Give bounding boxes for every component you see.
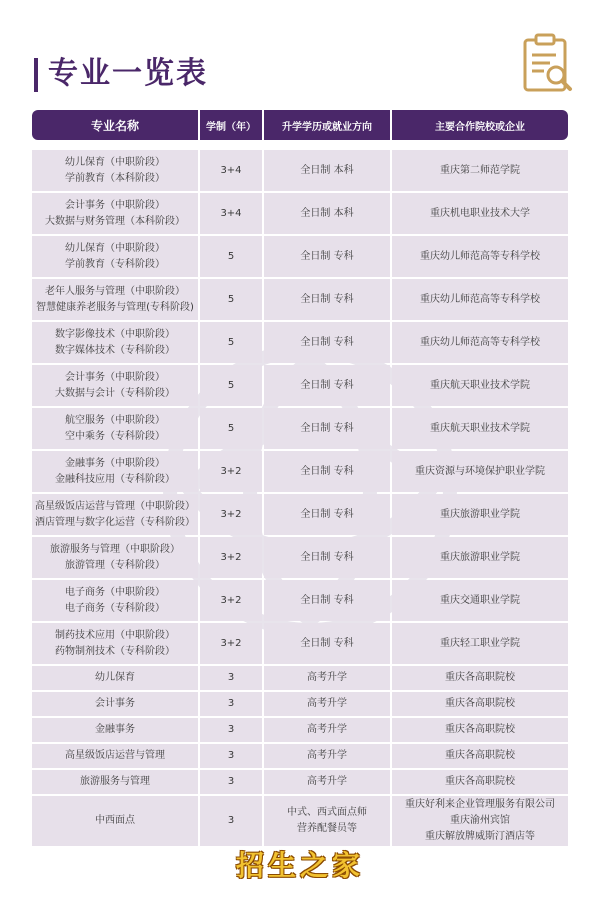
table-row — [32, 770, 568, 794]
partner-cell: 重庆好利来企业管理服务有限公司 重庆渝州宾馆 重庆解放牌威斯汀酒店等 — [392, 796, 568, 846]
years-cell: 3 — [200, 744, 262, 768]
partner-cell: 重庆轻工职业学院 — [392, 623, 568, 664]
title-accent-bar — [34, 58, 38, 92]
major-cell: 幼儿保育 — [32, 666, 198, 690]
direction-cell: 全日制 专科 — [264, 623, 390, 664]
partner-cell: 重庆各高职院校 — [392, 718, 568, 742]
partner-cell: 重庆各高职院校 — [392, 666, 568, 690]
partner-cell: 重庆资源与环境保护职业学院 — [392, 451, 568, 492]
major-cell: 会计事务（中职阶段） 大数据与会计（专科阶段） — [32, 365, 198, 406]
table-row — [32, 193, 568, 234]
years-cell: 5 — [200, 279, 262, 320]
clipboard-search-icon — [522, 33, 574, 93]
table-row — [32, 718, 568, 742]
direction-cell: 全日制 专科 — [264, 236, 390, 277]
major-cell: 金融事务（中职阶段） 金融科技应用（专科阶段） — [32, 451, 198, 492]
header-direction: 升学学历或就业方向 — [264, 110, 390, 140]
years-cell: 3 — [200, 692, 262, 716]
years-cell: 3+2 — [200, 494, 262, 535]
partner-cell: 重庆航天职业技术学院 — [392, 365, 568, 406]
years-cell: 3+2 — [200, 580, 262, 621]
major-cell: 会计事务 — [32, 692, 198, 716]
direction-cell: 全日制 专科 — [264, 322, 390, 363]
major-cell: 中西面点 — [32, 796, 198, 846]
partner-cell: 重庆各高职院校 — [392, 692, 568, 716]
partner-cell: 重庆机电职业技术大学 — [392, 193, 568, 234]
major-cell: 金融事务 — [32, 718, 198, 742]
table-row — [32, 692, 568, 716]
major-cell: 旅游服务与管理 — [32, 770, 198, 794]
table-row — [32, 408, 568, 449]
direction-cell: 高考升学 — [264, 666, 390, 690]
partner-cell: 重庆幼儿师范高等专科学校 — [392, 236, 568, 277]
partner-cell: 重庆各高职院校 — [392, 744, 568, 768]
table-header — [32, 110, 568, 140]
table-row — [32, 744, 568, 768]
direction-cell: 高考升学 — [264, 718, 390, 742]
direction-cell: 全日制 专科 — [264, 365, 390, 406]
years-cell: 3 — [200, 718, 262, 742]
years-cell: 5 — [200, 236, 262, 277]
major-cell: 老年人服务与管理（中职阶段） 智慧健康养老服务与管理(专科阶段) — [32, 279, 198, 320]
direction-cell: 全日制 专科 — [264, 408, 390, 449]
major-cell: 数字影像技术（中职阶段） 数字媒体技术（专科阶段） — [32, 322, 198, 363]
years-cell: 3 — [200, 666, 262, 690]
direction-cell: 全日制 专科 — [264, 451, 390, 492]
table-row — [32, 537, 568, 578]
years-cell: 3+2 — [200, 623, 262, 664]
table-row — [32, 580, 568, 621]
years-cell: 3 — [200, 796, 262, 846]
table-row — [32, 322, 568, 363]
major-cell: 高星级饭店运营与管理（中职阶段） 酒店管理与数字化运营（专科阶段） — [32, 494, 198, 535]
direction-cell: 高考升学 — [264, 744, 390, 768]
years-cell: 3+2 — [200, 451, 262, 492]
header-years: 学制（年） — [200, 110, 262, 140]
years-cell: 3+2 — [200, 537, 262, 578]
major-cell: 会计事务（中职阶段） 大数据与财务管理（本科阶段） — [32, 193, 198, 234]
major-cell: 航空服务（中职阶段） 空中乘务（专科阶段） — [32, 408, 198, 449]
table-row — [32, 150, 568, 191]
direction-cell: 全日制 专科 — [264, 494, 390, 535]
direction-cell: 高考升学 — [264, 770, 390, 794]
direction-cell: 全日制 专科 — [264, 580, 390, 621]
partner-cell: 重庆第二师范学院 — [392, 150, 568, 191]
years-cell: 5 — [200, 365, 262, 406]
partner-cell: 重庆航天职业技术学院 — [392, 408, 568, 449]
major-cell: 幼儿保育（中职阶段） 学前教育（本科阶段） — [32, 150, 198, 191]
major-cell: 制药技术应用（中职阶段） 药物制剂技术（专科阶段） — [32, 623, 198, 664]
direction-cell: 全日制 专科 — [264, 537, 390, 578]
major-cell: 高星级饭店运营与管理 — [32, 744, 198, 768]
table-row — [32, 236, 568, 277]
header-major: 专业名称 — [32, 110, 198, 140]
site-logo: 招生之家 — [235, 849, 364, 882]
partner-cell: 重庆旅游职业学院 — [392, 537, 568, 578]
years-cell: 5 — [200, 408, 262, 449]
direction-cell: 高考升学 — [264, 692, 390, 716]
table-body — [32, 150, 568, 848]
years-cell: 3+4 — [200, 193, 262, 234]
years-cell: 3 — [200, 770, 262, 794]
partner-cell: 重庆交通职业学院 — [392, 580, 568, 621]
major-cell: 电子商务（中职阶段） 电子商务（专科阶段） — [32, 580, 198, 621]
major-cell: 幼儿保育（中职阶段） 学前教育（专科阶段） — [32, 236, 198, 277]
table-row — [32, 365, 568, 406]
partner-cell: 重庆幼儿师范高等专科学校 — [392, 279, 568, 320]
table-row — [32, 279, 568, 320]
years-cell: 5 — [200, 322, 262, 363]
direction-cell: 全日制 专科 — [264, 279, 390, 320]
page-title: 专业一览表 — [48, 56, 208, 91]
table-row — [32, 666, 568, 690]
partner-cell: 重庆旅游职业学院 — [392, 494, 568, 535]
direction-cell: 全日制 本科 — [264, 193, 390, 234]
table-row — [32, 623, 568, 664]
major-cell: 旅游服务与管理（中职阶段） 旅游管理（专科阶段） — [32, 537, 198, 578]
direction-cell: 中式、西式面点师 营养配餐员等 — [264, 796, 390, 846]
direction-cell: 全日制 本科 — [264, 150, 390, 191]
table-row — [32, 796, 568, 846]
table-row — [32, 451, 568, 492]
header-partner: 主要合作院校或企业 — [392, 110, 568, 140]
years-cell: 3+4 — [200, 150, 262, 191]
partner-cell: 重庆各高职院校 — [392, 770, 568, 794]
partner-cell: 重庆幼儿师范高等专科学校 — [392, 322, 568, 363]
table-row — [32, 494, 568, 535]
